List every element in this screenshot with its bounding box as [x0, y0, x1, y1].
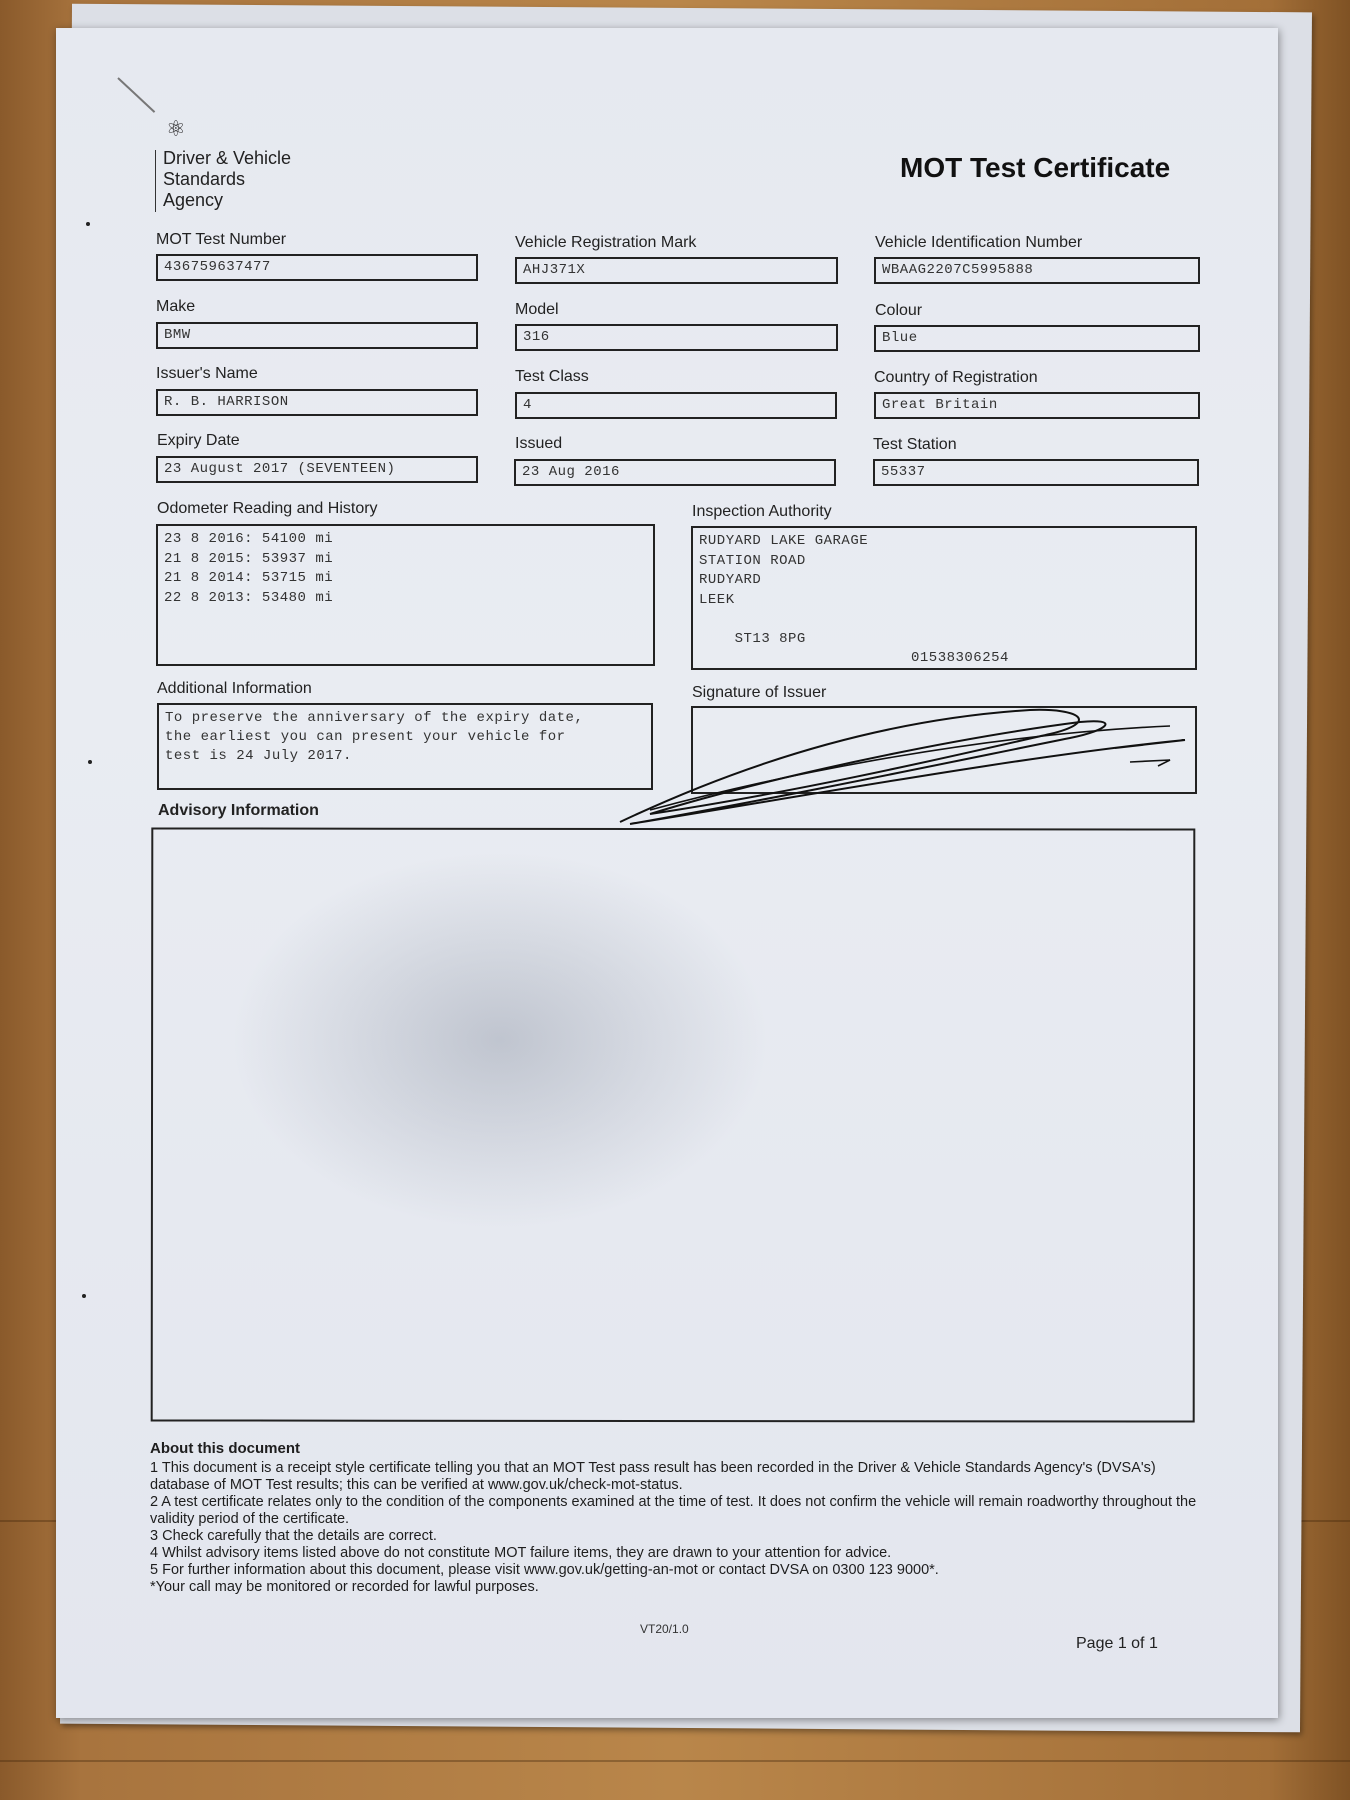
agency-line: Driver & Vehicle	[163, 148, 292, 168]
authority-postcode: ST13 8PG	[734, 630, 806, 647]
additional-info-line: the earliest you can present your vehicle for	[165, 729, 566, 745]
issuers-name-field: R. B. HARRISON	[156, 389, 478, 416]
issued-field: 23 Aug 2016	[514, 459, 836, 486]
about-item: 3 Check carefully that the details are correct.	[150, 1528, 437, 1544]
odometer-entry: 23 8 2016: 54100 mi	[164, 531, 334, 547]
inspection-authority-label: Inspection Authority	[692, 503, 832, 520]
additional-info-line: To preserve the anniversary of the expiry date,	[165, 710, 584, 726]
country-of-registration-field: Great Britain	[874, 392, 1200, 419]
colour-label: Colour	[875, 302, 923, 319]
royal-crest-icon: ⚛	[166, 116, 186, 141]
odometer-entry: 22 8 2013: 53480 mi	[164, 589, 334, 606]
colour-field: Blue	[874, 325, 1200, 352]
expiry-date-field: 23 August 2017 (SEVENTEEN)	[156, 456, 478, 483]
logo-divider	[155, 150, 156, 212]
about-this-document	[150, 1440, 1200, 1596]
odometer-history-box	[156, 524, 655, 666]
authority-phone: 01538306254	[911, 650, 1009, 666]
mot-test-number-field: 436759637477	[156, 254, 478, 281]
about-item: 1 This document is a receipt style certificate telling you that an MOT Test pass result has been recorded in the Driver & Vehicle Standards Agency's (DVSA's) database of MOT Test results; this can be verified at www.gov.uk/check-mot-status.	[150, 1460, 1156, 1493]
additional-info-line: test is 24 July 2017.	[165, 748, 352, 764]
vin-label: Vehicle Identification Number	[875, 234, 1083, 251]
signature-label: Signature of Issuer	[692, 684, 827, 701]
page-number: Page 1 of 1	[1076, 1635, 1158, 1652]
advisory-information-box	[151, 827, 1196, 1422]
vehicle-registration-field: AHJ371X	[515, 257, 838, 284]
agency-line: Standards	[163, 169, 246, 189]
additional-information-label: Additional Information	[157, 680, 312, 697]
about-heading: About this document	[150, 1440, 300, 1457]
vehicle-registration-label: Vehicle Registration Mark	[515, 234, 697, 251]
margin-dot	[86, 222, 90, 226]
test-class-label: Test Class	[515, 368, 589, 385]
margin-dot	[88, 760, 92, 764]
odometer-entry: 21 8 2015: 53937 mi	[164, 550, 334, 567]
about-item: 4 Whilst advisory items listed above do not constitute MOT failure items, they are drawn to your attention for advice.	[150, 1545, 892, 1561]
page-title: MOT Test Certificate	[900, 152, 1171, 183]
odometer-label: Odometer Reading and History	[157, 500, 378, 517]
vin-field: WBAAG2207C5995888	[874, 257, 1200, 284]
additional-information-box	[157, 703, 653, 790]
authority-line: LEEK	[699, 591, 735, 608]
issued-label: Issued	[515, 435, 563, 452]
margin-dot	[82, 1294, 86, 1298]
authority-line: RUDYARD LAKE GARAGE	[699, 533, 869, 549]
agency-logo-text	[163, 148, 291, 211]
test-station-field: 55337	[873, 459, 1199, 486]
wood-grain	[0, 1760, 1350, 1762]
issuers-name-label: Issuer's Name	[156, 365, 258, 382]
country-of-registration-label: Country of Registration	[874, 369, 1038, 386]
make-label: Make	[156, 298, 196, 315]
odometer-entry: 21 8 2014: 53715 mi	[164, 570, 334, 586]
authority-line: STATION ROAD	[699, 552, 806, 569]
about-item: 2 A test certificate relates only to the condition of the components examined at the time of test. It does not confirm the vehicle will remain roadworthy throughout the validity period of the certificate.	[150, 1494, 1197, 1527]
inspection-authority-box	[691, 526, 1197, 670]
mot-test-number-label: MOT Test Number	[156, 231, 287, 248]
form-code: VT20/1.0	[640, 1622, 689, 1636]
model-label: Model	[515, 301, 559, 318]
authority-line: RUDYARD	[699, 572, 762, 588]
make-field: BMW	[156, 322, 478, 349]
issuer-signature	[610, 700, 1230, 830]
about-item: 5 For further information about this document, please visit www.gov.uk/getting-an-mot or contact DVSA on 0300 123 9000*.	[150, 1562, 939, 1578]
model-field: 316	[515, 324, 838, 351]
test-station-label: Test Station	[873, 436, 957, 453]
about-item: *Your call may be monitored or recorded for lawful purposes.	[150, 1579, 539, 1595]
advisory-information-label: Advisory Information	[158, 802, 319, 819]
expiry-date-label: Expiry Date	[157, 432, 240, 449]
agency-line: Agency	[163, 190, 224, 210]
test-class-field: 4	[515, 392, 837, 419]
